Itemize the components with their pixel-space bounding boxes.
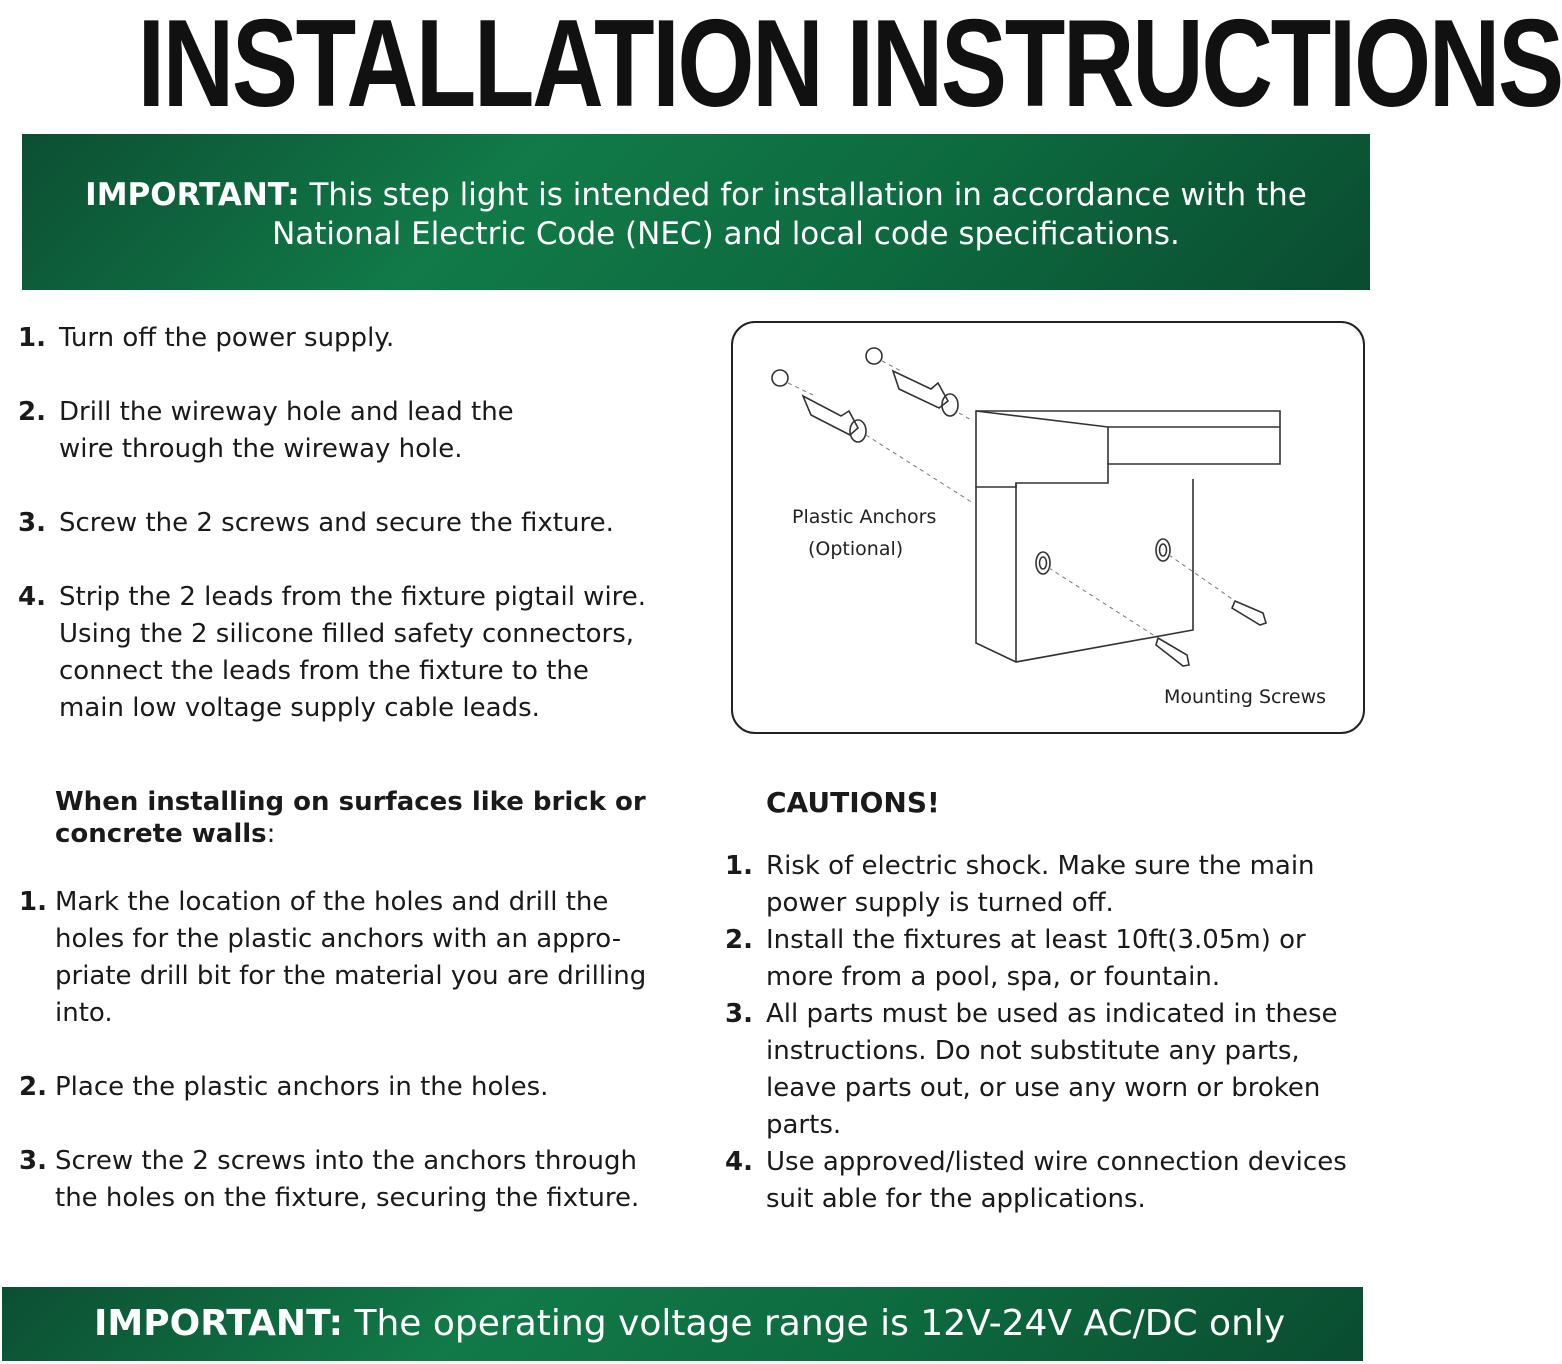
caution-text: Risk of electric shock. Make sure the main bbox=[766, 851, 1315, 881]
step-number: 2. bbox=[19, 1072, 47, 1102]
step-text: holes for the plastic anchors with an appro- bbox=[55, 924, 622, 954]
diagram-label-line: (Optional) bbox=[808, 538, 904, 560]
step-text: priate drill bit for the material you are drilling bbox=[55, 961, 647, 991]
step-text: Place the plastic anchors in the holes. bbox=[55, 1072, 549, 1102]
install-steps bbox=[18, 320, 699, 727]
important-line-1: This step light is intended for installation in accordance with the bbox=[309, 177, 1307, 213]
heading-line: When installing on surfaces like brick or bbox=[55, 787, 646, 817]
list-item bbox=[725, 848, 1366, 922]
step-number: 3. bbox=[19, 1146, 47, 1176]
mounting-screws-label: Mounting Screws bbox=[1164, 686, 1327, 708]
important-banner-top bbox=[22, 134, 1370, 290]
caution-number: 4. bbox=[725, 1147, 753, 1177]
brick-section-heading bbox=[55, 786, 675, 850]
step-number: 1. bbox=[19, 887, 47, 917]
list-item bbox=[19, 1143, 695, 1217]
list-item bbox=[725, 922, 1366, 996]
step-text: into. bbox=[55, 998, 113, 1028]
important-banner-bottom bbox=[2, 1287, 1363, 1361]
list-item bbox=[725, 1144, 1366, 1218]
step-text: main low voltage supply cable leads. bbox=[59, 693, 540, 723]
caution-number: 1. bbox=[725, 851, 753, 881]
mounting-diagram bbox=[731, 321, 1365, 734]
caution-text: parts. bbox=[766, 1110, 842, 1140]
step-text: connect the leads from the fixture to the bbox=[59, 656, 589, 686]
list-item bbox=[18, 579, 699, 727]
step-text: Turn off the power supply. bbox=[59, 323, 395, 353]
list-item bbox=[18, 505, 699, 542]
important-notice-text bbox=[22, 176, 1370, 254]
voltage-notice-text bbox=[94, 1303, 1285, 1345]
list-item bbox=[18, 320, 699, 357]
heading-colon: : bbox=[266, 819, 276, 849]
caution-text: Install the fixtures at least 10ft(3.05m) or bbox=[766, 925, 1306, 955]
voltage-notice: The operating voltage range is 12V-24V AC/DC only bbox=[354, 1303, 1286, 1344]
step-text: Strip the 2 leads from the fixture pigtail wire. bbox=[59, 582, 647, 612]
caution-text: All parts must be used as indicated in these bbox=[766, 999, 1338, 1029]
step-text: Drill the wireway hole and lead the bbox=[59, 397, 514, 427]
important-label: IMPORTANT: bbox=[85, 177, 300, 213]
list-item bbox=[19, 884, 695, 1032]
cautions-list bbox=[725, 848, 1366, 1218]
step-text: Mark the location of the holes and drill the bbox=[55, 887, 609, 917]
important-label: IMPORTANT: bbox=[94, 1303, 344, 1344]
step-text: Screw the 2 screws into the anchors through bbox=[55, 1146, 637, 1176]
brick-steps bbox=[19, 884, 695, 1217]
step-text: the holes on the fixture, securing the fixture. bbox=[55, 1183, 640, 1213]
heading-line: concrete walls bbox=[55, 819, 267, 849]
step-number: 3. bbox=[18, 508, 46, 538]
step-number: 4. bbox=[18, 582, 46, 612]
caution-text: Use approved/listed wire connection devices bbox=[766, 1147, 1347, 1177]
caution-text: suit able for the applications. bbox=[766, 1184, 1146, 1214]
caution-text: leave parts out, or use any worn or broken bbox=[766, 1073, 1321, 1103]
cautions-heading: CAUTIONS! bbox=[766, 786, 940, 819]
step-text: wire through the wireway hole. bbox=[59, 434, 463, 464]
page-title: INSTALLATION INSTRUCTIONS bbox=[137, 0, 1562, 133]
plastic-anchors-label bbox=[792, 501, 936, 565]
diagram-label-line: Plastic Anchors bbox=[792, 506, 937, 528]
step-text: Screw the 2 screws and secure the fixture. bbox=[59, 508, 614, 538]
step-number: 2. bbox=[18, 397, 46, 427]
caution-text: instructions. Do not substitute any parts, bbox=[766, 1036, 1300, 1066]
caution-number: 2. bbox=[725, 925, 753, 955]
caution-text: power supply is turned off. bbox=[766, 888, 1114, 918]
caution-text: more from a pool, spa, or fountain. bbox=[766, 962, 1221, 992]
list-item bbox=[18, 394, 699, 468]
caution-number: 3. bbox=[725, 999, 753, 1029]
step-number: 1. bbox=[18, 323, 46, 353]
list-item bbox=[19, 1069, 695, 1106]
step-text: Using the 2 silicone filled safety connectors, bbox=[59, 619, 635, 649]
important-line-2: National Electric Code (NEC) and local code specifications. bbox=[272, 216, 1180, 252]
list-item bbox=[725, 996, 1366, 1144]
